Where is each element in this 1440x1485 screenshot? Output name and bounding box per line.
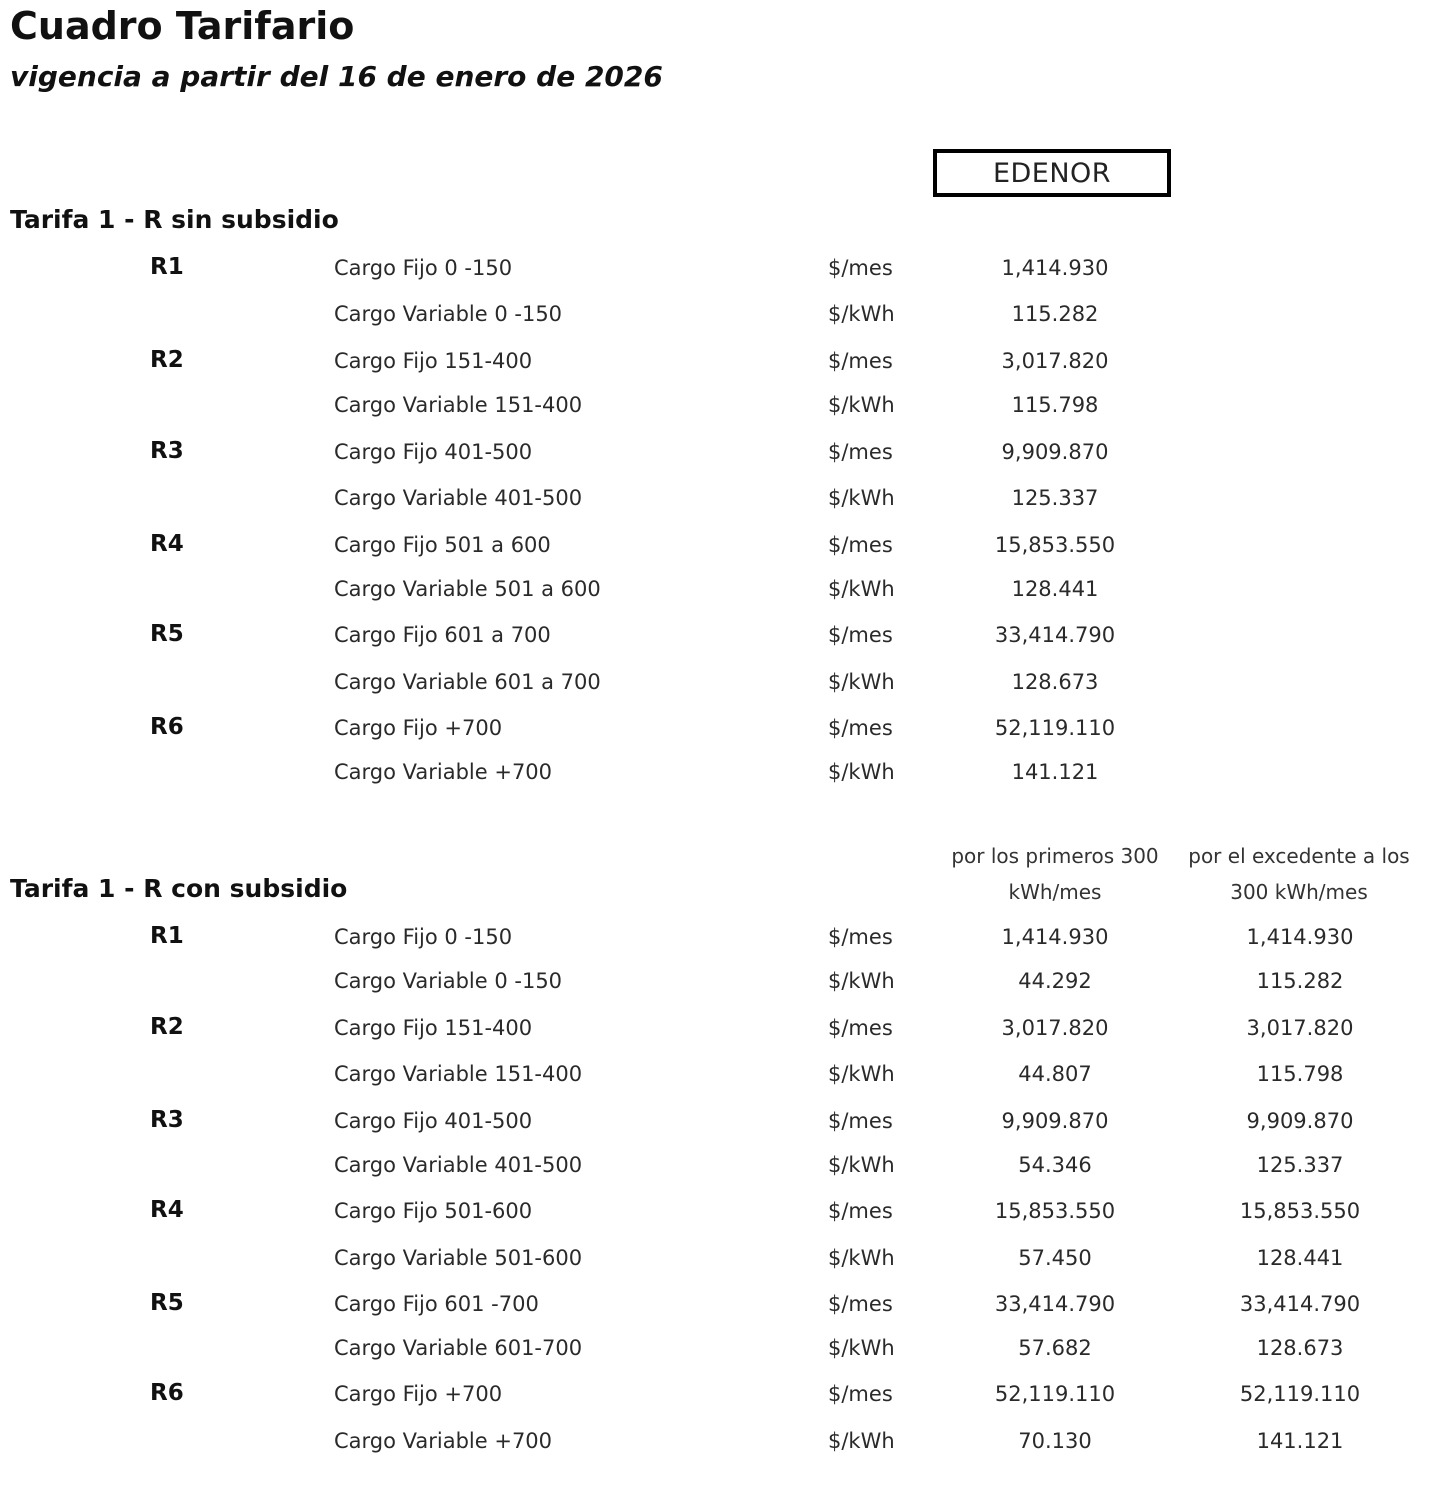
tariff-code: R4	[150, 531, 184, 557]
charge-value-excess-300: 128.441	[1256, 1246, 1344, 1270]
charge-unit: $/mes	[828, 256, 893, 280]
charge-unit: $/kWh	[828, 393, 895, 417]
charge-concept: Cargo Variable 0 -150	[334, 302, 563, 326]
charge-value-first-300: 57.450	[1018, 1246, 1092, 1270]
charge-concept: Cargo Variable +700	[334, 1429, 553, 1453]
charge-value-excess-300: 115.798	[1256, 1062, 1344, 1086]
charge-unit: $/mes	[828, 349, 893, 373]
charge-value-first-300: 15,853.550	[994, 1199, 1116, 1223]
charge-unit: $/kWh	[828, 577, 895, 601]
charge-value: 1,414.930	[1001, 256, 1109, 280]
charge-concept: Cargo Fijo 151-400	[334, 349, 533, 373]
tariff-code: R2	[150, 1014, 184, 1040]
charge-value: 115.798	[1011, 393, 1099, 417]
page-title: Cuadro Tarifario	[10, 4, 355, 48]
charge-unit: $/kWh	[828, 670, 895, 694]
tariff-code: R4	[150, 1197, 184, 1223]
charge-value-excess-300: 125.337	[1256, 1153, 1344, 1177]
charge-value-first-300: 44.292	[1018, 969, 1092, 993]
col2-header-line1: por el excedente a los	[1188, 844, 1410, 868]
charge-concept: Cargo Variable 401-500	[334, 1153, 583, 1177]
charge-concept: Cargo Variable +700	[334, 760, 553, 784]
charge-value: 3,017.820	[1001, 349, 1109, 373]
charge-value: 33,414.790	[994, 623, 1116, 647]
charge-value-first-300: 1,414.930	[1001, 925, 1109, 949]
charge-concept: Cargo Variable 0 -150	[334, 969, 563, 993]
tariff-code: R2	[150, 347, 184, 373]
charge-value: 125.337	[1011, 486, 1099, 510]
charge-concept: Cargo Variable 401-500	[334, 486, 583, 510]
col1-header-line1: por los primeros 300	[951, 844, 1159, 868]
charge-unit: $/mes	[828, 1199, 893, 1223]
charge-unit: $/mes	[828, 716, 893, 740]
charge-unit: $/mes	[828, 1109, 893, 1133]
charge-value: 9,909.870	[1001, 440, 1109, 464]
tariff-code: R1	[150, 254, 184, 280]
section-title-con-subsidio: Tarifa 1 - R con subsidio	[10, 874, 348, 903]
charge-concept: Cargo Variable 601 a 700	[334, 670, 601, 694]
charge-concept: Cargo Variable 501-600	[334, 1246, 583, 1270]
col1-header-line2: kWh/mes	[1008, 880, 1102, 904]
charge-concept: Cargo Fijo +700	[334, 716, 503, 740]
charge-value-first-300: 52,119.110	[994, 1382, 1116, 1406]
company-name: EDENOR	[992, 157, 1112, 189]
charge-value-excess-300: 52,119.110	[1239, 1382, 1361, 1406]
charge-unit: $/kWh	[828, 760, 895, 784]
charge-value-excess-300: 128.673	[1256, 1336, 1344, 1360]
company-label	[933, 149, 1171, 197]
charge-unit: $/mes	[828, 1292, 893, 1316]
charge-value: 52,119.110	[994, 716, 1116, 740]
charge-value-first-300: 54.346	[1018, 1153, 1092, 1177]
charge-unit: $/mes	[828, 533, 893, 557]
tariff-code: R6	[150, 1380, 184, 1406]
tariff-code: R5	[150, 621, 184, 647]
charge-unit: $/kWh	[828, 969, 895, 993]
charge-value: 115.282	[1011, 302, 1099, 326]
charge-unit: $/kWh	[828, 1336, 895, 1360]
charge-value-excess-300: 141.121	[1256, 1429, 1344, 1453]
charge-concept: Cargo Fijo 0 -150	[334, 925, 513, 949]
charge-concept: Cargo Variable 501 a 600	[334, 577, 601, 601]
charge-unit: $/mes	[828, 1382, 893, 1406]
tariff-code: R6	[150, 714, 184, 740]
charge-concept: Cargo Variable 151-400	[334, 1062, 583, 1086]
col1-header	[940, 838, 1170, 910]
charge-unit: $/mes	[828, 1016, 893, 1040]
charge-value-excess-300: 115.282	[1256, 969, 1344, 993]
charge-value-first-300: 3,017.820	[1001, 1016, 1109, 1040]
charge-concept: Cargo Fijo 501 a 600	[334, 533, 551, 557]
charge-value: 141.121	[1011, 760, 1099, 784]
charge-concept: Cargo Fijo 151-400	[334, 1016, 533, 1040]
charge-value-excess-300: 15,853.550	[1239, 1199, 1361, 1223]
charge-concept: Cargo Variable 601-700	[334, 1336, 583, 1360]
col2-header	[1184, 838, 1414, 910]
charge-value-first-300: 33,414.790	[994, 1292, 1116, 1316]
charge-value-first-300: 9,909.870	[1001, 1109, 1109, 1133]
col2-header-line2: 300 kWh/mes	[1230, 880, 1368, 904]
charge-value-first-300: 70.130	[1018, 1429, 1092, 1453]
charge-unit: $/mes	[828, 440, 893, 464]
charge-unit: $/mes	[828, 925, 893, 949]
charge-concept: Cargo Fijo 0 -150	[334, 256, 513, 280]
charge-unit: $/kWh	[828, 486, 895, 510]
charge-unit: $/kWh	[828, 1153, 895, 1177]
charge-value-excess-300: 3,017.820	[1246, 1016, 1354, 1040]
charge-concept: Cargo Variable 151-400	[334, 393, 583, 417]
charge-concept: Cargo Fijo 401-500	[334, 1109, 533, 1133]
charge-concept: Cargo Fijo 501-600	[334, 1199, 533, 1223]
charge-concept: Cargo Fijo 601 a 700	[334, 623, 551, 647]
section-title-sin-subsidio: Tarifa 1 - R sin subsidio	[10, 205, 339, 234]
tariff-code: R3	[150, 1107, 184, 1133]
tariff-code: R5	[150, 1290, 184, 1316]
tariff-code: R3	[150, 438, 184, 464]
charge-unit: $/kWh	[828, 1246, 895, 1270]
charge-concept: Cargo Fijo 401-500	[334, 440, 533, 464]
charge-unit: $/kWh	[828, 302, 895, 326]
page-subtitle: vigencia a partir del 16 de enero de 2026	[10, 60, 663, 93]
charge-concept: Cargo Fijo +700	[334, 1382, 503, 1406]
charge-value-first-300: 44.807	[1018, 1062, 1092, 1086]
charge-unit: $/kWh	[828, 1429, 895, 1453]
charge-value: 128.673	[1011, 670, 1099, 694]
charge-value-excess-300: 33,414.790	[1239, 1292, 1361, 1316]
charge-value-excess-300: 9,909.870	[1246, 1109, 1354, 1133]
charge-value: 15,853.550	[994, 533, 1116, 557]
charge-unit: $/mes	[828, 623, 893, 647]
charge-unit: $/kWh	[828, 1062, 895, 1086]
tariff-code: R1	[150, 923, 184, 949]
charge-value: 128.441	[1011, 577, 1099, 601]
charge-value-first-300: 57.682	[1018, 1336, 1092, 1360]
charge-concept: Cargo Fijo 601 -700	[334, 1292, 539, 1316]
charge-value-excess-300: 1,414.930	[1246, 925, 1354, 949]
